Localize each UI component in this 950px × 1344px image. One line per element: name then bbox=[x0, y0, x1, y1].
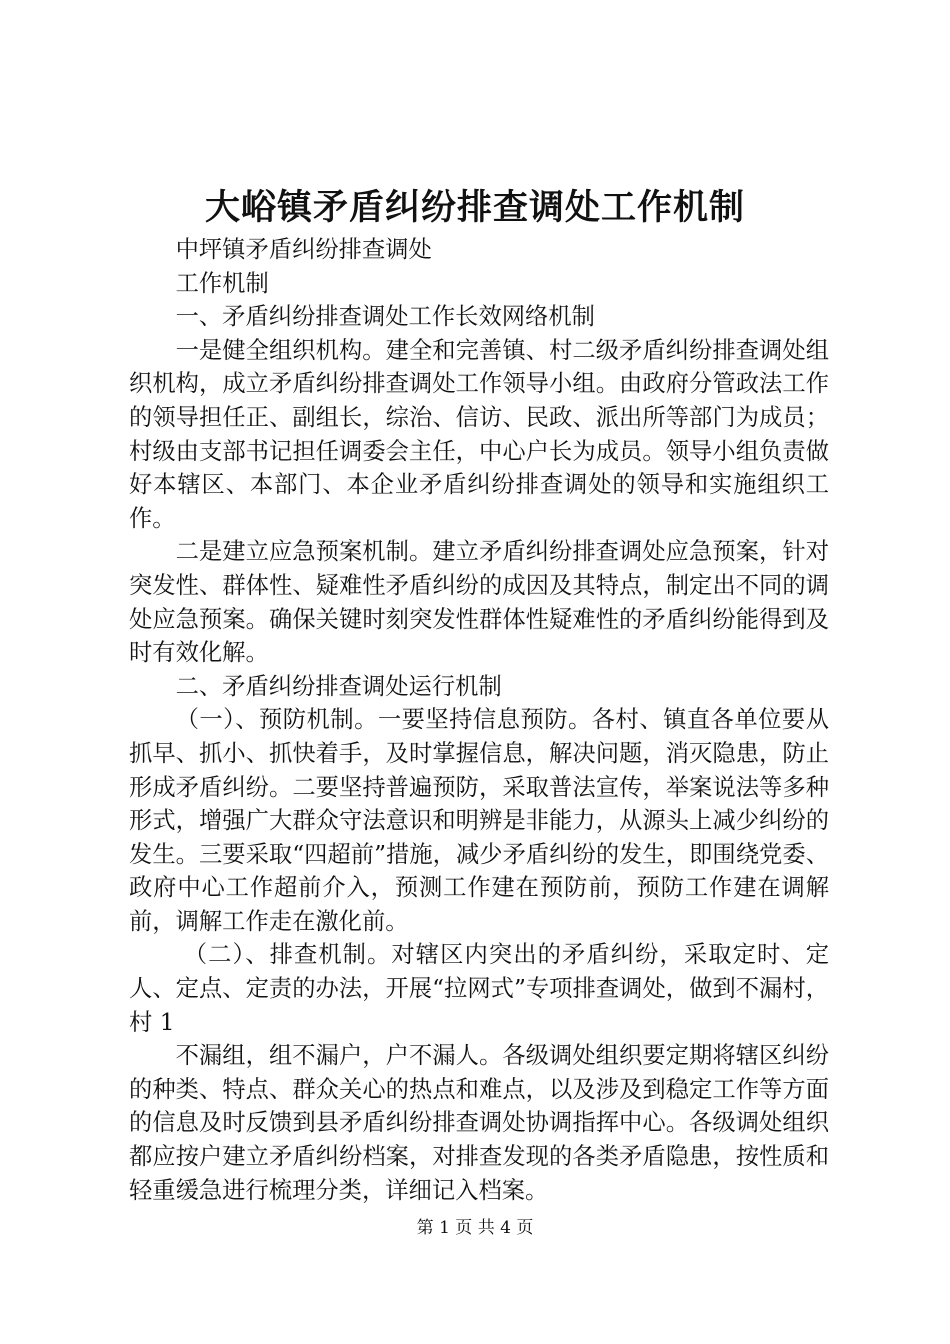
page-footer: 第 1 页 共 4 页 bbox=[416, 1218, 534, 1238]
paragraph-prevention: （一）、预防机制。一要坚持信息预防。各村、镇直各单位要从抓早、抓小、抓快着手，及时掌握信息，解决问题，消灭隐患，防止形成矛盾纠纷。二要坚持普遍预防，采取普法宣传，举案说法等多种形式，增强广大群众守法意识和明辨是非能力，从源头上减少纠纷的发生。三要采取“四超前”措施，减少矛盾纠纷的发生，即围绕党委、政府中心工作超前介入，预测工作建在预防前，预防工作建在调解前，调解工作走在激化前。 bbox=[129, 706, 829, 935]
paragraph-subtitle-line-2: 工作机制 bbox=[175, 269, 269, 297]
paragraph-investigation-continued: 不漏组，组不漏户，户不漏人。各级调处组织要定期将辖区纠纷的种类、特点、群众关心的热点和难点，以及涉及到稳定工作等方面的信息及时反馈到县矛盾纠纷排查调处协调指挥中心。各级调处组织都应按户建立矛盾纠纷档案，对排查发现的各类矛盾隐患，按性质和轻重缓急进行梳理分类，详细记入档案。 bbox=[129, 1042, 829, 1204]
document-body bbox=[129, 233, 829, 1207]
section-heading-2: 二、矛盾纠纷排查调处运行机制 bbox=[175, 672, 502, 700]
paragraph-investigation: （二）、排查机制。对辖区内突出的矛盾纠纷，采取定时、定人、定点、定责的办法，开展“拉网式”专项排查调处，做到不漏村，村 1 bbox=[129, 941, 829, 1036]
paragraph-emergency-plan: 二是建立应急预案机制。建立矛盾纠纷排查调处应急预案，针对突发性、群体性、疑难性矛盾纠纷的成因及其特点，制定出不同的调处应急预案。确保关键时刻突发性群体性疑难性的矛盾纠纷能得到及时有效化解。 bbox=[129, 538, 829, 667]
paragraph-organization: 一是健全组织机构。建全和完善镇、村二级矛盾纠纷排查调处组织机构，成立矛盾纠纷排查调处工作领导小组。由政府分管政法工作的领导担任正、副组长，综治、信访、民政、派出所等部门为成员；村级由支部书记担任调委会主任，中心户长为成员。领导小组负责做好本辖区、本部门、本企业矛盾纠纷排查调处的领导和实施组织工作。 bbox=[129, 336, 829, 532]
paragraph-subtitle-line-1: 中坪镇矛盾纠纷排查调处 bbox=[175, 236, 432, 263]
document-title: 大峪镇矛盾纠纷排查调处工作机制 bbox=[204, 187, 745, 228]
section-heading-1: 一、矛盾纠纷排查调处工作长效网络机制 bbox=[175, 303, 595, 331]
